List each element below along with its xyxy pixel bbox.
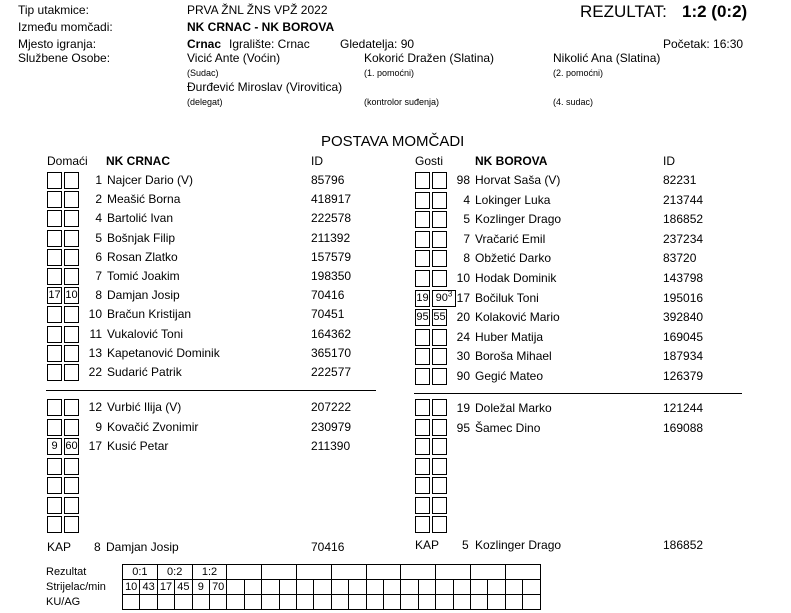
player-name: Bočiluk Toni bbox=[475, 290, 539, 305]
sub-box-1 bbox=[47, 419, 62, 436]
player-number: 2 bbox=[95, 192, 102, 207]
sub-box-superscript: 3 bbox=[447, 288, 453, 298]
player-number: 13 bbox=[88, 345, 102, 360]
score-grid-row bbox=[123, 580, 541, 595]
player-number: 95 bbox=[456, 420, 470, 435]
scorer-cell: 45 bbox=[175, 580, 192, 595]
score-result-cell bbox=[227, 565, 262, 580]
sub-box-1 bbox=[415, 399, 430, 416]
player-name: Kozlinger Drago bbox=[475, 212, 562, 227]
ku-ag-cell bbox=[331, 595, 348, 610]
sub-box-2: 10 bbox=[64, 287, 79, 304]
sub-box-2 bbox=[432, 231, 447, 248]
player-name: Lokinger Luka bbox=[475, 192, 551, 207]
scorer-cell: 9 bbox=[192, 580, 209, 595]
player-name: Kapetanović Dominik bbox=[107, 345, 220, 360]
score-result-cell bbox=[401, 565, 436, 580]
ground-text: Igralište: Crnac bbox=[229, 37, 310, 51]
player-name: Rosan Zlatko bbox=[107, 249, 178, 264]
player-number: 22 bbox=[88, 365, 102, 379]
grid-label-scorer: Strijelac/min bbox=[46, 581, 106, 593]
ku-ag-cell bbox=[366, 595, 383, 610]
sub-box-1 bbox=[47, 477, 62, 494]
official-delegate-role: (delegat) bbox=[187, 97, 223, 107]
sub-box-1 bbox=[47, 399, 62, 416]
sub-box-2 bbox=[64, 191, 79, 208]
sub-box-1: 95 bbox=[415, 309, 430, 326]
sub-box-1 bbox=[415, 250, 430, 267]
sub-box-1 bbox=[415, 211, 430, 228]
scorer-cell bbox=[436, 580, 453, 595]
official-delegate: Đurđević Miroslav (Virovitica) bbox=[187, 80, 343, 94]
sub-box-2 bbox=[432, 477, 447, 494]
result-label: REZULTAT: bbox=[580, 2, 667, 21]
ku-ag-cell bbox=[453, 595, 470, 610]
sub-box-1 bbox=[415, 368, 430, 385]
venue-value: Crnac bbox=[187, 37, 222, 51]
sub-box-2 bbox=[64, 516, 79, 533]
scorer-cell bbox=[244, 580, 261, 595]
sub-box-1 bbox=[47, 230, 62, 247]
player-id: 85796 bbox=[311, 173, 345, 187]
ku-ag-cell bbox=[418, 595, 435, 610]
sub-box-1 bbox=[415, 348, 430, 365]
player-name: Vukalović Toni bbox=[107, 326, 184, 341]
scorer-cell bbox=[505, 580, 522, 595]
sub-box-1 bbox=[415, 270, 430, 287]
player-number: 4 bbox=[95, 211, 102, 226]
player-id: 222578 bbox=[311, 211, 352, 226]
player-number: 17 bbox=[88, 439, 102, 453]
scorer-cell bbox=[296, 580, 313, 595]
player-name: Damjan Josip bbox=[107, 288, 180, 303]
player-name: Huber Matija bbox=[475, 329, 544, 344]
away-captain-number: 5 bbox=[462, 538, 469, 552]
grid-label-result: Rezultat bbox=[46, 566, 87, 578]
official-controller-role: (kontrolor suđenja) bbox=[364, 97, 440, 107]
player-name: Horvat Saša (V) bbox=[475, 173, 561, 187]
scorer-cell bbox=[453, 580, 470, 595]
player-number: 9 bbox=[95, 419, 102, 434]
sub-box-1 bbox=[47, 458, 62, 475]
scorer-cell: 10 bbox=[123, 580, 140, 595]
ku-ag-cell bbox=[175, 595, 192, 610]
player-id: 230979 bbox=[311, 419, 352, 434]
home-captain-number: 8 bbox=[94, 540, 101, 554]
sub-box-2 bbox=[432, 211, 447, 228]
official-referee: Vicić Ante (Voćin) bbox=[187, 51, 281, 65]
player-number: 11 bbox=[89, 326, 102, 341]
sub-box-2 bbox=[64, 210, 79, 227]
official-assistant-1: Kokorić Dražen (Slatina) bbox=[364, 51, 495, 65]
away-captain-id: 186852 bbox=[663, 538, 704, 552]
sub-box-2 bbox=[64, 477, 79, 494]
away-team-name: NK BOROVA bbox=[475, 154, 548, 168]
sub-box-1 bbox=[415, 231, 430, 248]
sub-box-2 bbox=[432, 438, 447, 455]
sub-box-2 bbox=[432, 458, 447, 475]
player-name: Gegić Mateo bbox=[475, 369, 544, 383]
away-id-header: ID bbox=[663, 154, 675, 168]
ku-ag-cell bbox=[279, 595, 296, 610]
player-name: Vračarić Emil bbox=[475, 231, 546, 246]
home-captain-label: KAP bbox=[47, 540, 72, 554]
sub-box-2 bbox=[64, 345, 79, 362]
ku-ag-cell bbox=[227, 595, 244, 610]
player-id: 126379 bbox=[663, 369, 704, 383]
sub-box-2: $90^3$ bbox=[432, 290, 456, 307]
scorer-cell bbox=[470, 580, 487, 595]
player-name: Sudarić Patrik bbox=[107, 365, 182, 379]
scorer-cell bbox=[279, 580, 296, 595]
score-grid-row bbox=[123, 595, 541, 610]
scorer-cell bbox=[418, 580, 435, 595]
scorer-cell bbox=[349, 580, 366, 595]
official-assistant-2-role: (2. pomoćni) bbox=[553, 68, 604, 78]
score-result-cell: 0:2 bbox=[157, 565, 192, 580]
sub-box-2 bbox=[64, 497, 79, 514]
sub-box-2 bbox=[64, 326, 79, 343]
player-id: 169045 bbox=[663, 329, 704, 344]
sub-box-2 bbox=[64, 249, 79, 266]
sub-box-1 bbox=[415, 477, 430, 494]
player-id: 143798 bbox=[663, 271, 704, 285]
sub-box-1 bbox=[415, 192, 430, 209]
away-side-label: Gosti bbox=[415, 154, 444, 168]
player-number: 7 bbox=[463, 231, 470, 246]
sub-box-2 bbox=[432, 192, 447, 209]
home-id-header: ID bbox=[311, 154, 323, 168]
player-number: 1 bbox=[95, 173, 102, 187]
sub-box-1 bbox=[415, 516, 430, 533]
sub-box-1 bbox=[415, 172, 430, 189]
player-id: 164362 bbox=[311, 326, 352, 341]
player-number: 17 bbox=[456, 290, 470, 305]
scorer-cell bbox=[366, 580, 383, 595]
grid-label-ku-ag: KU/AG bbox=[46, 596, 81, 608]
score-grid-row bbox=[123, 565, 541, 580]
player-name: Hodak Dominik bbox=[475, 271, 557, 285]
sub-box-1 bbox=[415, 329, 430, 346]
sub-box-1 bbox=[47, 268, 62, 285]
player-number: 8 bbox=[463, 251, 470, 266]
player-number: 5 bbox=[95, 230, 102, 245]
sub-box-2 bbox=[432, 250, 447, 267]
score-result-cell: 1:2 bbox=[192, 565, 227, 580]
sub-box-2: 55 bbox=[432, 309, 447, 326]
player-id: 213744 bbox=[663, 192, 704, 207]
player-name: Šamec Dino bbox=[475, 420, 541, 435]
match-type-value: PRVA ŽNL ŽNS VPŽ 2022 bbox=[187, 3, 328, 17]
sub-box-1 bbox=[47, 345, 62, 362]
sub-box-2 bbox=[64, 364, 79, 381]
match-type-label: Tip utakmice: bbox=[18, 3, 89, 17]
ku-ag-cell bbox=[209, 595, 226, 610]
sub-box-1 bbox=[47, 497, 62, 514]
player-id: 70451 bbox=[311, 307, 345, 322]
ku-ag-cell bbox=[505, 595, 522, 610]
sub-box-2 bbox=[64, 458, 79, 475]
sub-box-1 bbox=[415, 497, 430, 514]
home-divider bbox=[46, 390, 376, 391]
scorer-cell bbox=[227, 580, 244, 595]
ku-ag-cell bbox=[192, 595, 209, 610]
player-id: 418917 bbox=[311, 192, 352, 207]
sub-box-2 bbox=[64, 172, 79, 189]
player-id: 207222 bbox=[311, 400, 352, 414]
score-result-cell bbox=[262, 565, 297, 580]
sub-box-1 bbox=[47, 326, 62, 343]
player-id: 237234 bbox=[663, 231, 704, 246]
sub-box-1 bbox=[47, 306, 62, 323]
match-teams-value: NK CRNAC - NK BOROVA bbox=[187, 20, 335, 34]
sub-box-1 bbox=[47, 172, 62, 189]
score-grid bbox=[122, 564, 541, 610]
scorer-cell bbox=[488, 580, 505, 595]
sub-box-2 bbox=[432, 399, 447, 416]
sub-box-1 bbox=[47, 249, 62, 266]
sub-box-2 bbox=[432, 348, 447, 365]
home-side-label: Domaći bbox=[47, 154, 88, 168]
player-number: 90 bbox=[456, 369, 470, 383]
sub-box-2 bbox=[432, 419, 447, 436]
sub-box-1 bbox=[47, 364, 62, 381]
scorer-cell bbox=[383, 580, 400, 595]
player-id: 211390 bbox=[311, 439, 351, 453]
player-id: 187934 bbox=[663, 349, 704, 364]
player-number: 4 bbox=[463, 192, 470, 207]
player-name: Bošnjak Filip bbox=[107, 230, 176, 245]
ku-ag-cell bbox=[123, 595, 140, 610]
ku-ag-cell bbox=[383, 595, 400, 610]
sub-box-2 bbox=[432, 497, 447, 514]
spectators-text: Gledatelja: 90 bbox=[340, 37, 415, 51]
sub-box-2 bbox=[432, 172, 447, 189]
sub-box-2 bbox=[64, 419, 79, 436]
player-number: 12 bbox=[88, 400, 102, 414]
official-fourth-role: (4. sudac) bbox=[553, 97, 594, 107]
sub-box-2 bbox=[432, 368, 447, 385]
ku-ag-cell bbox=[140, 595, 157, 610]
scorer-cell bbox=[331, 580, 348, 595]
player-id: 365170 bbox=[311, 345, 352, 360]
player-number: 7 bbox=[95, 269, 102, 283]
scorer-cell bbox=[523, 580, 540, 595]
player-number: 5 bbox=[463, 212, 470, 227]
player-id: 195016 bbox=[663, 290, 704, 305]
sub-box-2 bbox=[432, 516, 447, 533]
player-id: 82231 bbox=[663, 173, 697, 187]
away-captain-label: KAP bbox=[415, 538, 440, 552]
player-number: 10 bbox=[456, 271, 470, 285]
player-name: Obžetić Darko bbox=[475, 251, 552, 266]
sub-box-2 bbox=[64, 268, 79, 285]
ku-ag-cell bbox=[296, 595, 313, 610]
player-number: 19 bbox=[456, 401, 470, 415]
sub-box-1 bbox=[47, 191, 62, 208]
sub-box-2 bbox=[64, 306, 79, 323]
player-name: Bartolić Ivan bbox=[107, 211, 174, 226]
home-captain-name: Damjan Josip bbox=[106, 540, 179, 554]
player-id: 169088 bbox=[663, 420, 704, 435]
score-result-cell: 0:1 bbox=[123, 565, 158, 580]
home-captain-id: 70416 bbox=[311, 540, 345, 554]
player-name: Meašić Borna bbox=[107, 192, 181, 207]
player-id: 222577 bbox=[311, 365, 352, 379]
player-name: Tomić Joakim bbox=[107, 269, 180, 283]
score-result-cell bbox=[436, 565, 471, 580]
sub-box-2 bbox=[64, 230, 79, 247]
player-id: 211392 bbox=[311, 230, 351, 245]
venue-label: Mjesto igranja: bbox=[18, 37, 97, 51]
player-number: 10 bbox=[88, 307, 102, 322]
player-name: Vurbić Ilija (V) bbox=[107, 400, 182, 414]
player-name: Kolaković Mario bbox=[475, 310, 560, 325]
player-name: Boroša Mihael bbox=[475, 349, 552, 364]
player-id: 121244 bbox=[663, 401, 704, 415]
score-result-cell bbox=[470, 565, 505, 580]
sub-box-1 bbox=[415, 419, 430, 436]
sub-box-1 bbox=[415, 458, 430, 475]
player-name: Doležal Marko bbox=[475, 401, 552, 415]
sub-box-2 bbox=[64, 399, 79, 416]
player-name: Najcer Dario (V) bbox=[107, 173, 194, 187]
ku-ag-cell bbox=[262, 595, 279, 610]
player-number: 30 bbox=[456, 349, 470, 364]
official-assistant-2: Nikolić Ana (Slatina) bbox=[553, 51, 661, 65]
sub-box-1: 17 bbox=[47, 287, 62, 304]
scorer-cell: 17 bbox=[157, 580, 174, 595]
lineup-title: POSTAVA MOMČADI bbox=[321, 133, 465, 150]
sub-box-1 bbox=[47, 210, 62, 227]
ku-ag-cell bbox=[470, 595, 487, 610]
player-id: 157579 bbox=[311, 249, 352, 264]
player-number: 20 bbox=[456, 310, 470, 325]
sub-box-1: 19 bbox=[415, 290, 430, 307]
home-team-name: NK CRNAC bbox=[106, 154, 170, 168]
player-id: 83720 bbox=[663, 251, 697, 266]
ku-ag-cell bbox=[157, 595, 174, 610]
away-captain-name: Kozlinger Drago bbox=[475, 538, 562, 552]
kickoff-time: Početak: 16:30 bbox=[663, 37, 744, 51]
player-id: 186852 bbox=[663, 212, 704, 227]
ku-ag-cell bbox=[401, 595, 418, 610]
ku-ag-cell bbox=[436, 595, 453, 610]
official-assistant-1-role: (1. pomoćni) bbox=[364, 68, 415, 78]
player-id: 198350 bbox=[311, 269, 352, 283]
sub-box-1 bbox=[415, 438, 430, 455]
ku-ag-cell bbox=[523, 595, 540, 610]
match-teams-label: Između momčadi: bbox=[18, 20, 113, 34]
ku-ag-cell bbox=[488, 595, 505, 610]
scorer-cell: 70 bbox=[209, 580, 226, 595]
ku-ag-cell bbox=[349, 595, 366, 610]
away-divider bbox=[414, 393, 742, 394]
player-name: Bračun Kristijan bbox=[107, 307, 192, 322]
ku-ag-cell bbox=[314, 595, 331, 610]
ku-ag-cell bbox=[244, 595, 261, 610]
player-number: 8 bbox=[95, 288, 102, 303]
scorer-cell bbox=[262, 580, 279, 595]
score-result-cell bbox=[366, 565, 401, 580]
scorer-cell bbox=[401, 580, 418, 595]
sub-box-2: 60 bbox=[64, 438, 79, 455]
player-number: 24 bbox=[456, 329, 470, 344]
player-name: Kusić Petar bbox=[107, 439, 169, 453]
sub-box-1: 9 bbox=[47, 438, 62, 455]
officials-label: Službene Osobe: bbox=[18, 51, 111, 65]
player-id: 70416 bbox=[311, 288, 345, 303]
sub-box-2 bbox=[432, 270, 447, 287]
scorer-cell: 43 bbox=[140, 580, 157, 595]
player-number: 6 bbox=[95, 249, 102, 264]
official-referee-role: (Sudac) bbox=[187, 68, 219, 78]
score-result-cell bbox=[331, 565, 366, 580]
score-result-cell bbox=[505, 565, 540, 580]
sub-box-2 bbox=[432, 329, 447, 346]
player-id: 392840 bbox=[663, 310, 704, 325]
player-name: Kovačić Zvonimir bbox=[107, 419, 199, 434]
sub-box-1 bbox=[47, 516, 62, 533]
player-number: 98 bbox=[456, 173, 470, 187]
scorer-cell bbox=[314, 580, 331, 595]
result-value: 1:2 (0:2) bbox=[682, 2, 748, 21]
score-result-cell bbox=[296, 565, 331, 580]
